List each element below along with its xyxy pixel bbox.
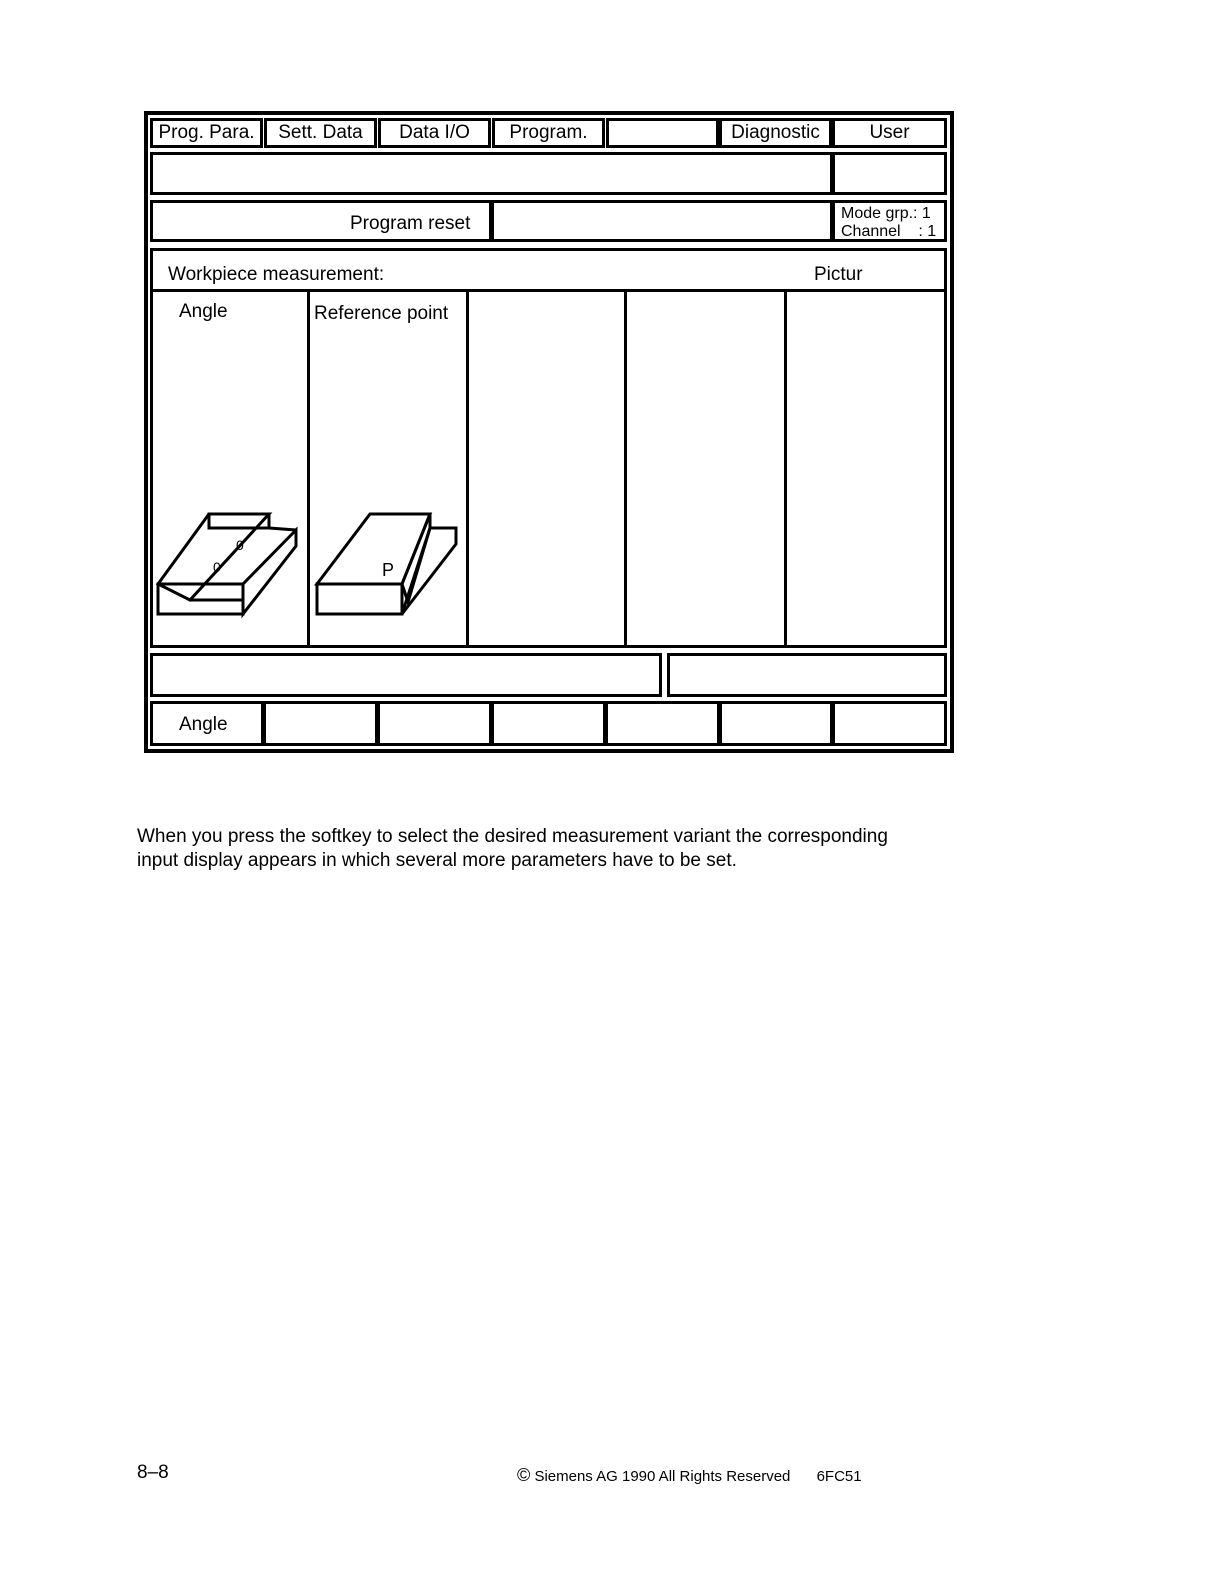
- message-field: [150, 152, 833, 195]
- picture-softkey-label: Reference point: [314, 303, 449, 324]
- copyright-text: Siemens AG 1990 All Rights Reserved: [534, 1468, 791, 1485]
- softkey-2[interactable]: [263, 701, 378, 746]
- angle-mark-b: 0: [236, 537, 244, 553]
- body-paragraph: When you press the softkey to select the desired measurement variant the corresponding input display appears in which several more parameters have to be set.: [137, 826, 888, 871]
- picture-softkey-3[interactable]: [469, 292, 624, 645]
- softkey-3[interactable]: [377, 701, 492, 746]
- tab-prog-para[interactable]: Prog. Para.: [150, 118, 263, 148]
- reference-point-workpiece-icon: [310, 502, 466, 622]
- softkey-5[interactable]: [605, 701, 720, 746]
- softkey-label: Angle: [179, 714, 228, 735]
- copyright-symbol: ©: [517, 1465, 531, 1485]
- picture-softkey-angle[interactable]: [153, 292, 307, 645]
- mode-channel-field: [832, 200, 947, 242]
- channel-text: Channel : 1: [841, 223, 937, 240]
- reference-point-mark: P: [382, 560, 395, 580]
- picture-softkey-4[interactable]: [627, 292, 784, 645]
- program-state-field: [150, 200, 492, 242]
- tab-program[interactable]: Program.: [492, 118, 605, 148]
- dialog-field-right: [667, 653, 947, 697]
- status-field-middle: [491, 200, 833, 242]
- picture-softkey-reference-point[interactable]: [310, 292, 466, 645]
- angle-mark-a: 0: [213, 559, 221, 575]
- tab-data-io[interactable]: Data I/O: [378, 118, 491, 148]
- message-field-right: [832, 152, 947, 195]
- softkey-4[interactable]: [491, 701, 606, 746]
- dialog-field-left: [150, 653, 662, 697]
- tab-diagnostic[interactable]: Diagnostic: [719, 118, 832, 148]
- tab-empty[interactable]: [606, 118, 719, 148]
- document-code: 6FC51: [816, 1468, 862, 1485]
- mode-group-text: Mode grp.: 1: [841, 205, 931, 222]
- page-number: 8–8: [137, 1462, 169, 1483]
- tab-user[interactable]: User: [832, 118, 947, 148]
- picture-label: Pictur: [814, 264, 863, 285]
- page-title: Workpiece measurement:: [168, 264, 385, 285]
- picture-softkey-label: Angle: [179, 301, 228, 322]
- softkey-6[interactable]: [719, 701, 833, 746]
- angle-workpiece-icon: [153, 502, 307, 622]
- softkey-angle[interactable]: [150, 701, 264, 746]
- program-state-text: Program reset: [350, 213, 471, 234]
- picture-softkey-5[interactable]: [787, 292, 944, 645]
- tab-sett-data[interactable]: Sett. Data: [264, 118, 377, 148]
- copyright-line: [517, 1465, 862, 1486]
- softkey-7[interactable]: [832, 701, 947, 746]
